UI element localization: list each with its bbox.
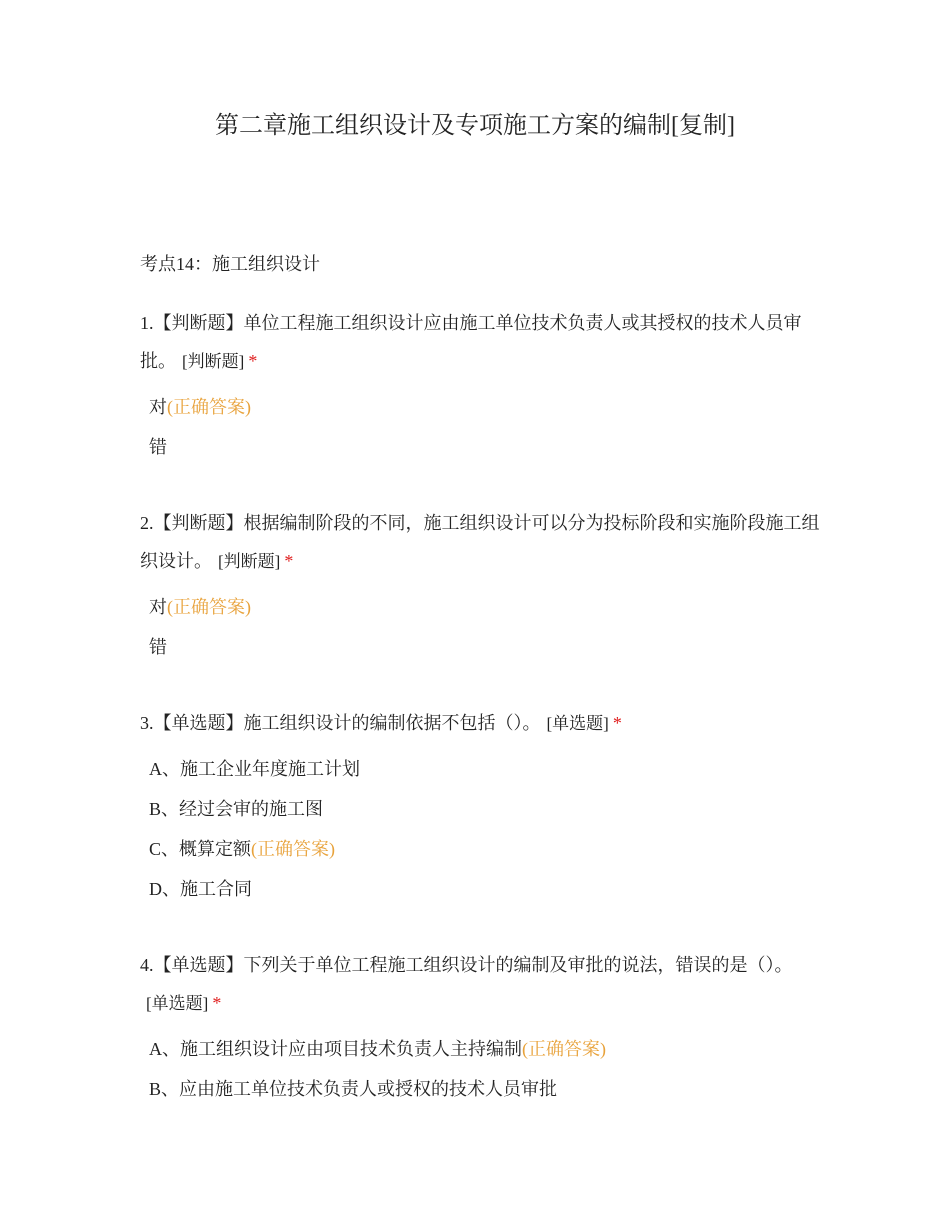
option-label: B、应由施工单位技术负责人或授权的技术人员审批: [149, 1079, 558, 1099]
option-item[interactable]: [140, 627, 820, 667]
option-label: 错: [149, 637, 167, 657]
option-label: D、施工合同: [149, 879, 252, 899]
option-label: 对: [149, 397, 167, 417]
option-item[interactable]: [140, 789, 820, 829]
required-mark: *: [284, 551, 294, 571]
option-label: A、施工企业年度施工计划: [149, 759, 360, 779]
question-stem: [140, 504, 820, 581]
correct-answer-tag: (正确答案): [167, 397, 251, 417]
section-heading: 考点14：施工组织设计: [140, 254, 320, 274]
required-mark: *: [212, 993, 222, 1013]
option-item[interactable]: [140, 749, 820, 789]
option-label: A、施工组织设计应由项目技术负责人主持编制: [149, 1039, 522, 1059]
question-4: [140, 946, 800, 1109]
correct-answer-tag: (正确答案): [251, 839, 336, 859]
option-item[interactable]: [140, 1029, 800, 1069]
option-list: [140, 587, 820, 667]
option-item[interactable]: [140, 587, 820, 627]
option-label: 错: [149, 437, 167, 457]
question-3: [140, 704, 820, 909]
option-label: B、经过会审的施工图: [149, 799, 324, 819]
question-type-tag: [判断题]: [182, 352, 245, 371]
correct-answer-tag: (正确答案): [167, 597, 251, 617]
document-title: 第二章施工组织设计及专项施工方案的编制[复制]: [215, 113, 735, 139]
question-text: 1.【判断题】单位工程施工组织设计应由施工单位技术负责人或其授权的技术人员审批。: [140, 313, 802, 371]
question-text: 4.【单选题】下列关于单位工程施工组织设计的编制及审批的说法，错误的是（）。: [140, 955, 793, 975]
question-stem: [140, 304, 820, 381]
correct-answer-tag: (正确答案): [522, 1039, 606, 1059]
option-item[interactable]: [140, 387, 820, 427]
question-1: [140, 304, 820, 467]
option-list: [140, 749, 820, 909]
question-stem: [140, 946, 800, 1023]
option-item[interactable]: [140, 427, 820, 467]
question-type-tag: [单选题]: [146, 994, 209, 1013]
option-item[interactable]: [140, 869, 820, 909]
option-item[interactable]: [140, 829, 820, 869]
question-text: 2.【判断题】根据编制阶段的不同，施工组织设计可以分为投标阶段和实施阶段施工组织设计。: [140, 513, 820, 571]
required-mark: *: [248, 351, 258, 371]
question-stem: [140, 704, 820, 743]
question-text: 3.【单选题】施工组织设计的编制依据不包括（）。: [140, 713, 541, 733]
option-list: [140, 1029, 800, 1109]
question-type-tag: [判断题]: [218, 552, 281, 571]
required-mark: *: [612, 713, 622, 733]
option-label: C、概算定额: [149, 839, 252, 859]
option-list: [140, 387, 820, 467]
option-item[interactable]: [140, 1069, 800, 1109]
question-type-tag: [单选题]: [546, 714, 609, 733]
option-label: 对: [149, 597, 167, 617]
question-2: [140, 504, 820, 667]
